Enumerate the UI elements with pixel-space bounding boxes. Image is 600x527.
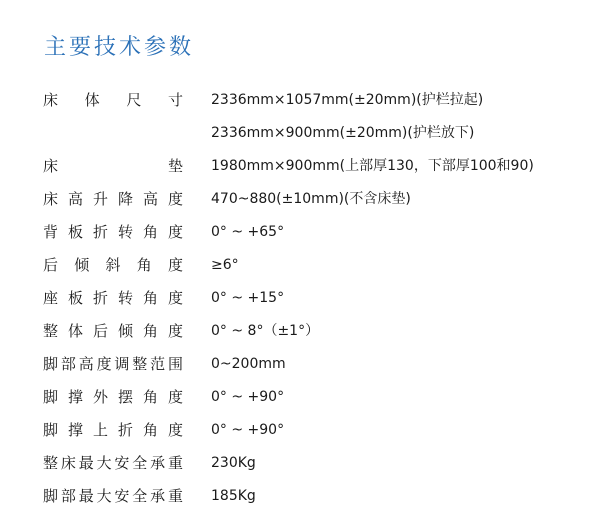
spec-row-bed-size: [0, 88, 600, 141]
spec-value: 0° ~ +15°: [211, 290, 285, 306]
spec-value: 0~200mm: [211, 356, 286, 372]
spec-row-back-angle: [0, 220, 600, 244]
spec-row-foot-height: [0, 352, 600, 376]
spec-label: 整体后倾角度: [43, 322, 183, 340]
spec-label: 脚撑外摆角度: [43, 388, 183, 406]
spec-label: 座板折转角度: [43, 289, 183, 307]
spec-row-foot-swing: [0, 385, 600, 409]
spec-value: 0° ~ 8°（±1°）: [211, 323, 320, 339]
spec-row-overall-tilt: [0, 319, 600, 343]
spec-row-seat-angle: [0, 286, 600, 310]
spec-value: ≥6°: [211, 257, 239, 273]
spec-label: 后倾斜角度: [43, 256, 183, 274]
spec-row-bed-load: [0, 451, 600, 475]
spec-value: 0° ~ +90°: [211, 389, 285, 405]
spec-row-foot-fold: [0, 418, 600, 442]
spec-label: 脚部高度调整范围: [43, 355, 183, 373]
spec-label: 整床最大安全承重: [43, 454, 183, 472]
spec-row-bed-height: [0, 187, 600, 211]
spec-value-line: 2336mm×900mm(±20mm)(护栏放下): [211, 125, 475, 141]
spec-label: 背板折转角度: [43, 223, 183, 241]
spec-value: 185Kg: [211, 488, 256, 504]
spec-value: 0° ~ +90°: [211, 422, 285, 438]
spec-label: 脚部最大安全承重: [43, 487, 183, 505]
spec-value: 0° ~ +65°: [211, 224, 285, 240]
spec-value: 230Kg: [211, 455, 256, 471]
spec-row-reverse-tilt: [0, 253, 600, 277]
spec-label: 床高升降高度: [43, 190, 183, 208]
spec-row-mattress: [0, 154, 600, 178]
spec-value-line: 2336mm×1057mm(±20mm)(护栏拉起): [211, 92, 484, 108]
spec-value: 470~880(±10mm)(不含床垫): [211, 191, 411, 207]
spec-label: 床体尺寸: [43, 91, 183, 109]
spec-label: 脚撑上折角度: [43, 421, 183, 439]
spec-value: [211, 88, 483, 154]
page-title: 主要技术参数: [44, 35, 195, 60]
spec-label: 床垫: [43, 157, 183, 175]
spec-row-foot-load: [0, 484, 600, 508]
spec-value: 1980mm×900mm(上部厚130，下部厚100和90): [211, 158, 534, 174]
